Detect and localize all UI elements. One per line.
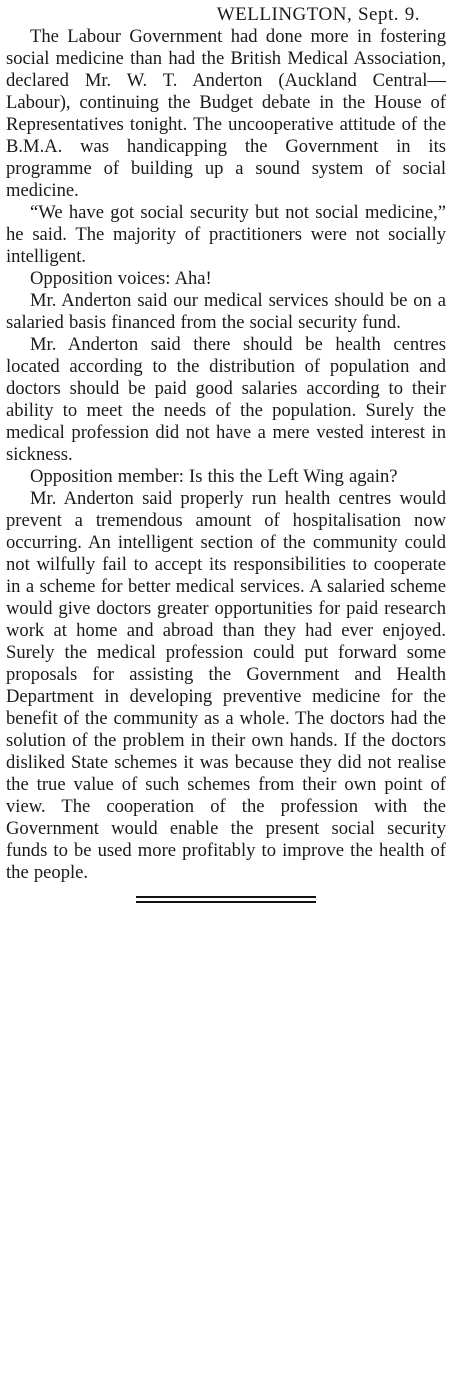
article-paragraph: Mr. Anderton said our medical services should be on a salaried basis financed from the social security fund. [6, 290, 446, 333]
end-rule-line [136, 901, 316, 903]
article-paragraph: Mr. Anderton said there should be health centres located according to the distribution of population and doctors should be paid good salaries according to their ability to meet the needs of the population. Surely the medical profession did not have a mere vested interest in sickness. [6, 334, 446, 465]
news-article [6, 0, 446, 906]
dateline: WELLINGTON, Sept. 9. [216, 4, 420, 25]
article-paragraph: The Labour Government had done more in fostering social medicine than had the British Medical Association, declared Mr. W. T. Anderton (Auckland Central—Labour), continuing the Budget debate in the House of Representatives tonight. The uncooperative attitude of the B.M.A. was handicapping the Government in its programme of building up a sound system of social medicine. [6, 26, 446, 201]
end-rule-line [136, 896, 316, 898]
article-paragraph: Opposition voices: Aha! [30, 268, 212, 289]
article-paragraph: Mr. Anderton said properly run health centres would prevent a tremendous amount of hospitalisation now occurring. An intelligent section of the community could not wilfully fail to accept its responsibilities to cooperate in a scheme for better medical services. A salaried scheme would give doctors greater opportunities for paid research work at home and abroad than they had ever enjoyed. Surely the medical profession could put forward some proposals for assisting the Government and Health Department in developing preventive medicine for the benefit of the community as a whole. The doctors had the solution of the problem in their own hands. If the doctors disliked State schemes it was because they did not realise the true value of such schemes from their own point of view. The cooperation of the profession with the Government would enable the present social security funds to be used more profitably to improve the health of the people. [6, 488, 446, 883]
article-paragraph: Opposition member: Is this the Left Wing again? [30, 466, 398, 487]
end-rule [136, 896, 316, 903]
article-paragraph: “We have got social security but not social medicine,” he said. The majority of practitioners were not socially intelligent. [6, 202, 446, 267]
